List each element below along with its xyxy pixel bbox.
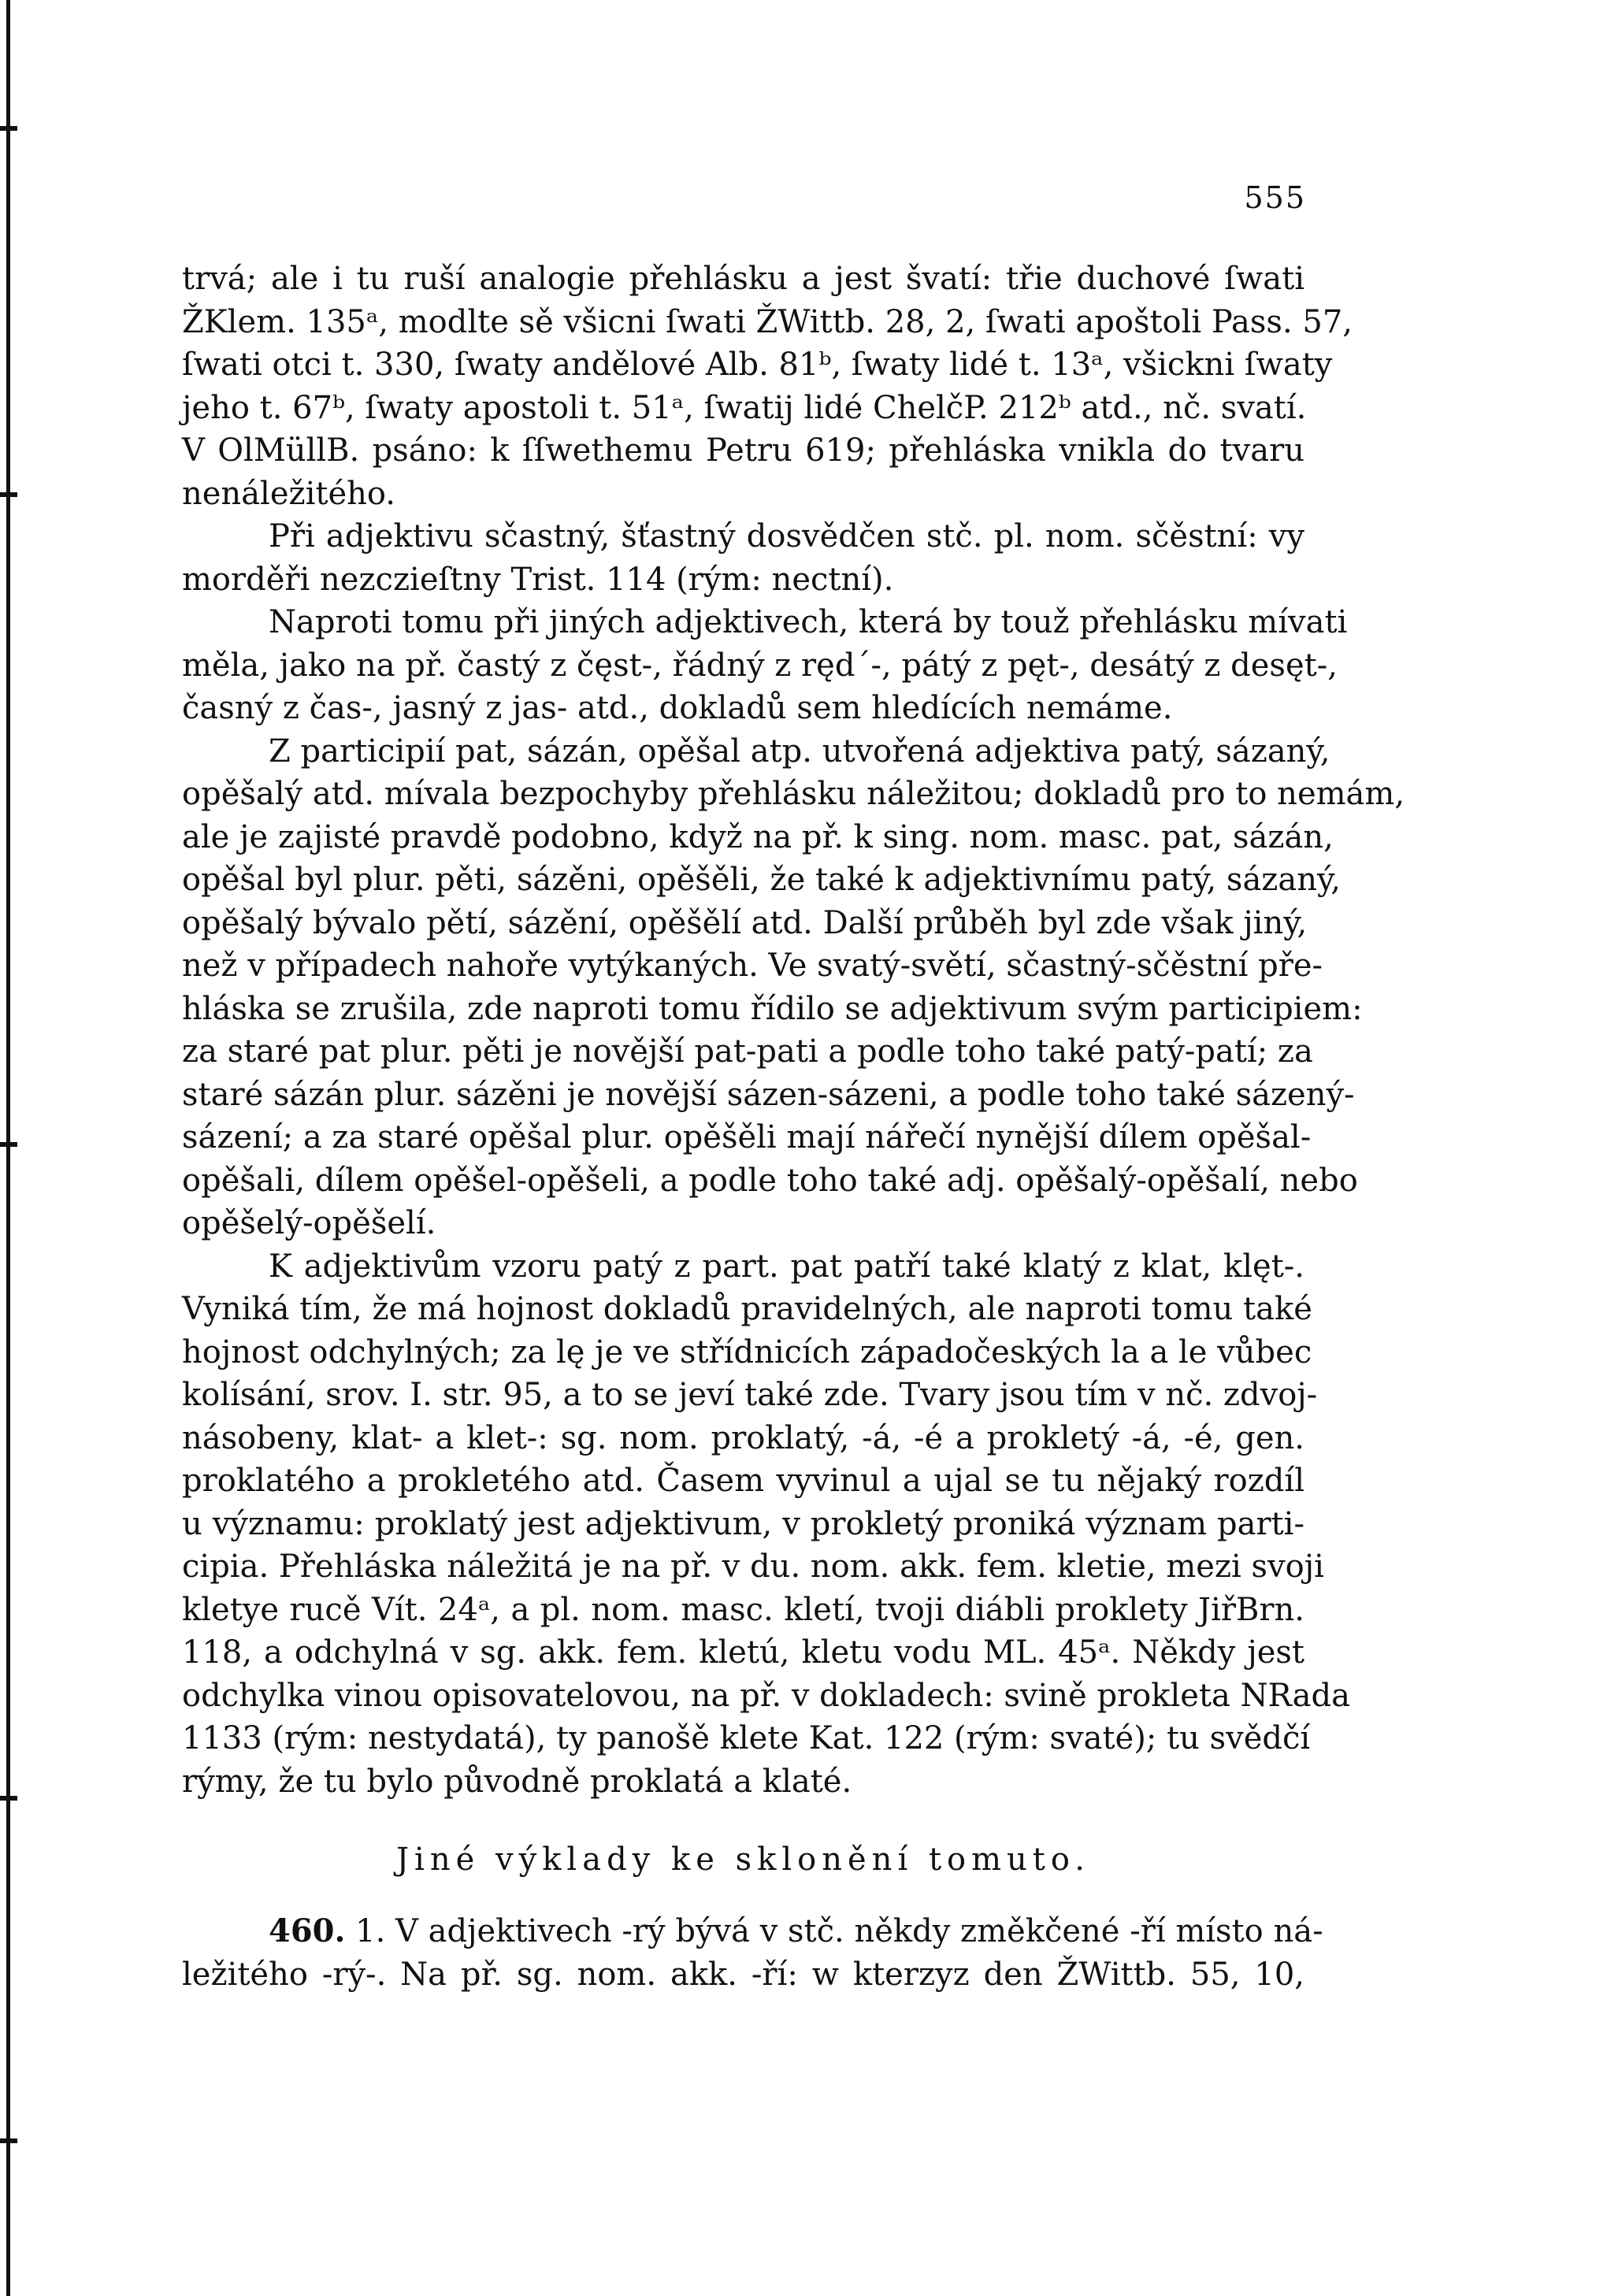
text-line: rýmy, že tu bylo původně proklatá a klaté. (182, 1763, 852, 1800)
text-line: kletye rucě Vít. 24ᵃ, a pl. nom. masc. kletí, tvoji diábli proklety JiřBrn. (182, 1591, 1304, 1628)
text-line: opěšalý atd. mívala bezpochyby přehlásku náležitou; dokladů pro to nemám, (182, 776, 1405, 812)
text-line: cipia. Přehláska náležitá je na př. v du. nom. akk. fem. kletie, mezi svoji (182, 1549, 1324, 1585)
text-line: 118, a odchylná v sg. akk. fem. kletú, kletu vodu ML. 45ᵃ. Někdy jest (182, 1634, 1304, 1671)
text-line: hojnost odchylných; za lę je ve střídnicích západočeských la a le vůbec (182, 1333, 1312, 1371)
scan-edge-mark (0, 2138, 17, 2143)
paragraph (182, 515, 1304, 601)
paragraph (182, 730, 1405, 1245)
text-line: opěšali, dílem opěšel-opěšeli, a podle toho také adj. opěšalý-opěšalí, nebo (182, 1162, 1358, 1199)
text-line: ale je zajisté pravdě podobno, když na př. k sing. nom. masc. pat, sázán, (182, 818, 1334, 855)
scan-left-edge (0, 0, 11, 2296)
text-line: kolísání, srov. I. str. 95, a to se jeví také zde. Tvary jsou tím v nč. zdvoj- (182, 1377, 1318, 1413)
paragraph-460 (182, 1910, 1323, 1996)
text-line: morděři nezczieſtny Trist. 114 (rým: nectní). (182, 561, 894, 598)
text-line: nenáležitého. (182, 475, 395, 512)
text-line: odchylka vinou opisovatelovou, na př. v dokladech: svině prokleta NRada (182, 1677, 1350, 1714)
text-line: K adjektivům vzoru patý z part. pat patří také klatý z klat, klęt-. (269, 1248, 1304, 1285)
text-line: jeho t. 67ᵇ, ſwaty apostoli t. 51ᵃ, ſwatij lidé ChelčP. 212ᵇ atd., nč. svatí. (182, 389, 1307, 426)
paragraph (182, 429, 1304, 515)
scan-edge-mark (0, 1142, 17, 1147)
text-line: u významu: proklatý jest adjektivum, v prokletý proniká význam parti- (182, 1505, 1304, 1542)
scan-edge-mark (0, 492, 17, 497)
text-line: násobeny, klat- a klet-: sg. nom. proklatý, -á, -é a prokletý -á, -é, gen. (182, 1419, 1304, 1456)
text-fragment: 1. V adjektivech -rý bývá v stč. někdy změkčené -ří místo ná- (355, 1913, 1323, 1949)
text-line (182, 1910, 1323, 1953)
text-line: opěšelý-opěšelí. (182, 1205, 436, 1241)
text-line: proklatého a prokletého atd. Časem vyvinul a ujal se tu nějaký rozdíl (182, 1463, 1304, 1499)
text-line: V OlMüllB. psáno: k ſſwethemu Petru 619; přehláska vnikla do tvaru (182, 432, 1304, 469)
text-line: Vyniká tím, že má hojnost dokladů pravidelných, ale naproti tomu také (182, 1291, 1312, 1327)
paragraph-number: 460. (269, 1912, 346, 1949)
section-heading: Jiné výklady ke sklonění tomuto. (396, 1842, 1090, 1878)
text-line: trvá; ale i tu ruší analogie přehlásku a jest švatí: třie duchové ſwati (182, 261, 1304, 297)
scan-edge-mark (0, 126, 17, 131)
text-line: Při adjektivu sčastný, šťastný dosvědčen stč. pl. nom. sčěstní: vy (269, 518, 1304, 555)
paragraph (182, 258, 1353, 429)
text-line: opěšalý bývalo pětí, sázění, opěšělí atd. Další průběh byl zde však jiný, (182, 904, 1308, 941)
scan-edge-line (6, 0, 10, 2296)
text-line: hláska se zrušila, zde naproti tomu řídilo se adjektivum svým participiem: (182, 990, 1363, 1027)
text-line: časný z čas-, jasný z jas- atd., dokladů sem hledících nemáme. (182, 690, 1173, 726)
paragraph (182, 1245, 1350, 1804)
text-line: Naproti tomu při jiných adjektivech, která by touž přehlásku mívati (269, 604, 1348, 640)
text-line: měla, jako na př. častý z čęst-, řádný z rędˊ-, pátý z pęt-, desátý z desęt-, (182, 647, 1338, 684)
scan-edge-mark (0, 1796, 17, 1801)
text-line: ŽKlem. 135ᵃ, modlte sě všicni ſwati ŽWittb. 28, 2, ſwati apoštoli Pass. 57, (182, 303, 1353, 340)
page-number: 555 (1244, 180, 1306, 215)
text-line: opěšal byl plur. pěti, sázěni, opěšěli, že také k adjektivnímu patý, sázaný, (182, 862, 1341, 898)
text-line: staré sázán plur. sázěni je novější sázen-sázeni, a podle toho také sázený- (182, 1076, 1355, 1113)
text-line: 1133 (rým: nestydatá), ty panošě klete Kat. 122 (rým: svaté); tu svědčí (182, 1720, 1311, 1756)
text-line: Z participií pat, sázán, opěšal atp. utvořená adjektiva patý, sázaný, (269, 733, 1330, 770)
text-line: za staré pat plur. pěti je novější pat-pati a podle toho také patý-patí; za (182, 1033, 1313, 1070)
text-line: než v případech nahoře vytýkaných. Ve svatý-světí, sčastný-sčěstní pře- (182, 948, 1323, 984)
text-line: ležitého -rý-. Na př. sg. nom. akk. -ří: w kterzyz den ŽWittb. 55, 10, (182, 1956, 1304, 1993)
paragraph (182, 601, 1348, 730)
text-line: sázení; a za staré opěšal plur. opěšěli mají nářečí nynější dílem opěšal- (182, 1119, 1312, 1155)
text-line: ſwati otci t. 330, ſwaty andělové Alb. 81ᵇ, ſwaty lidé t. 13ᵃ, všickni ſwaty (182, 347, 1333, 383)
main-text (182, 258, 1405, 1803)
